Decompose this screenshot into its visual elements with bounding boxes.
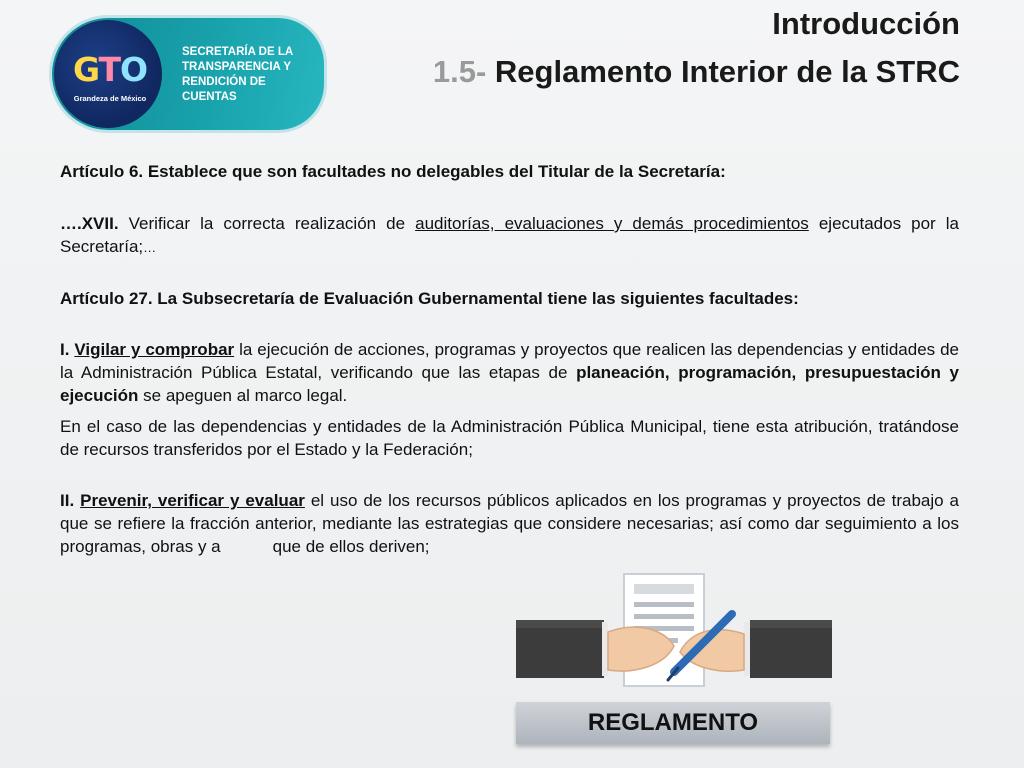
fraction-i-stages: planeación, programación, presupuestación y ejecución bbox=[60, 363, 960, 405]
gto-letter-t: T bbox=[98, 50, 120, 89]
fraction-i-underlined: Vigilar y comprobar bbox=[74, 340, 235, 359]
right-sleeve-top bbox=[750, 620, 832, 628]
gto-tagline: Grandeza de México bbox=[73, 94, 147, 103]
subtitle-number: 1.5- bbox=[432, 54, 487, 89]
article-27-fraction-i bbox=[60, 338, 959, 407]
fraction-i-text-end: se apeguen al marco legal. bbox=[138, 386, 348, 405]
handshake-document-pen-illustration bbox=[514, 570, 834, 700]
agency-name bbox=[182, 45, 317, 105]
agency-logo bbox=[52, 18, 324, 130]
document-line bbox=[634, 614, 694, 619]
fraction-xvii-label: ….XVII. bbox=[60, 214, 119, 233]
gto-letter-o: O bbox=[119, 50, 148, 89]
agency-name-line: SECRETARÍA DE LA bbox=[182, 46, 294, 58]
subtitle-text: Reglamento Interior de la STRC bbox=[486, 54, 960, 89]
document-header-line bbox=[634, 584, 694, 594]
document-line bbox=[634, 602, 694, 607]
gto-logo-circle bbox=[54, 20, 162, 128]
fraction-ii-text: el uso de los recursos públicos aplicados en los programas y proyectos de trabajo a que se refiere la fracción anterior, mediante las estrategias que considere necesarias; así como dar seguimiento a los programas, obras y a bbox=[60, 491, 959, 556]
fraction-xvii-ellipsis: … bbox=[143, 240, 157, 255]
gto-logo-wordmark bbox=[62, 50, 158, 89]
fraction-xvii-text: Verificar la correcta realización de bbox=[118, 214, 416, 233]
fraction-i-municipal: En el caso de las dependencias y entidades de la Administración Pública Municipal, tiene esta atribución, tratándose de recursos transferidos por el Estado y la Federación; bbox=[60, 417, 959, 459]
left-cuff bbox=[602, 622, 608, 676]
fraction-xvii-text-end: ejecutados por la Secretaría; bbox=[60, 214, 959, 256]
agency-name-line: TRANSPARENCIA Y bbox=[182, 61, 292, 73]
fraction-ii-underlined: Prevenir, verificar y evaluar bbox=[80, 491, 305, 510]
right-sleeve bbox=[750, 620, 832, 678]
article-6-fraction-xvii bbox=[60, 212, 959, 259]
fraction-ii-text-end: que de ellos deriven; bbox=[272, 537, 430, 556]
reglamento-banner: REGLAMENTO bbox=[516, 702, 830, 744]
article-6-heading: Artículo 6. Establece que son facultades no delegables del Titular de la Secretaría: bbox=[60, 162, 726, 181]
agency-name-line: CUENTAS bbox=[182, 91, 237, 103]
article-27-heading: Artículo 27. La Subsecretaría de Evaluación Gubernamental tiene las siguientes facultades: bbox=[60, 289, 799, 308]
right-cuff bbox=[744, 622, 750, 676]
slide-body bbox=[60, 160, 959, 558]
left-sleeve-top bbox=[516, 620, 604, 628]
gto-letter-g: G bbox=[72, 50, 99, 89]
fraction-ii-label: II. bbox=[60, 491, 75, 510]
agency-name-line: RENDICIÓN DE bbox=[182, 76, 266, 88]
slide-subtitle bbox=[433, 54, 960, 90]
fraction-xvii-underlined: auditorías, evaluaciones y demás procedimientos bbox=[415, 214, 809, 233]
fraction-i-text: la ejecución de acciones, programas y proyectos que realicen las dependencias y entidades de la Administración Pública Estatal, verificando que las etapas de bbox=[60, 340, 959, 382]
illustration-svg bbox=[514, 570, 834, 700]
slide-title: Introducción bbox=[772, 6, 960, 41]
article-27-fraction-ii bbox=[60, 489, 959, 558]
left-sleeve bbox=[516, 620, 604, 678]
fraction-i-label: I. bbox=[60, 340, 70, 359]
